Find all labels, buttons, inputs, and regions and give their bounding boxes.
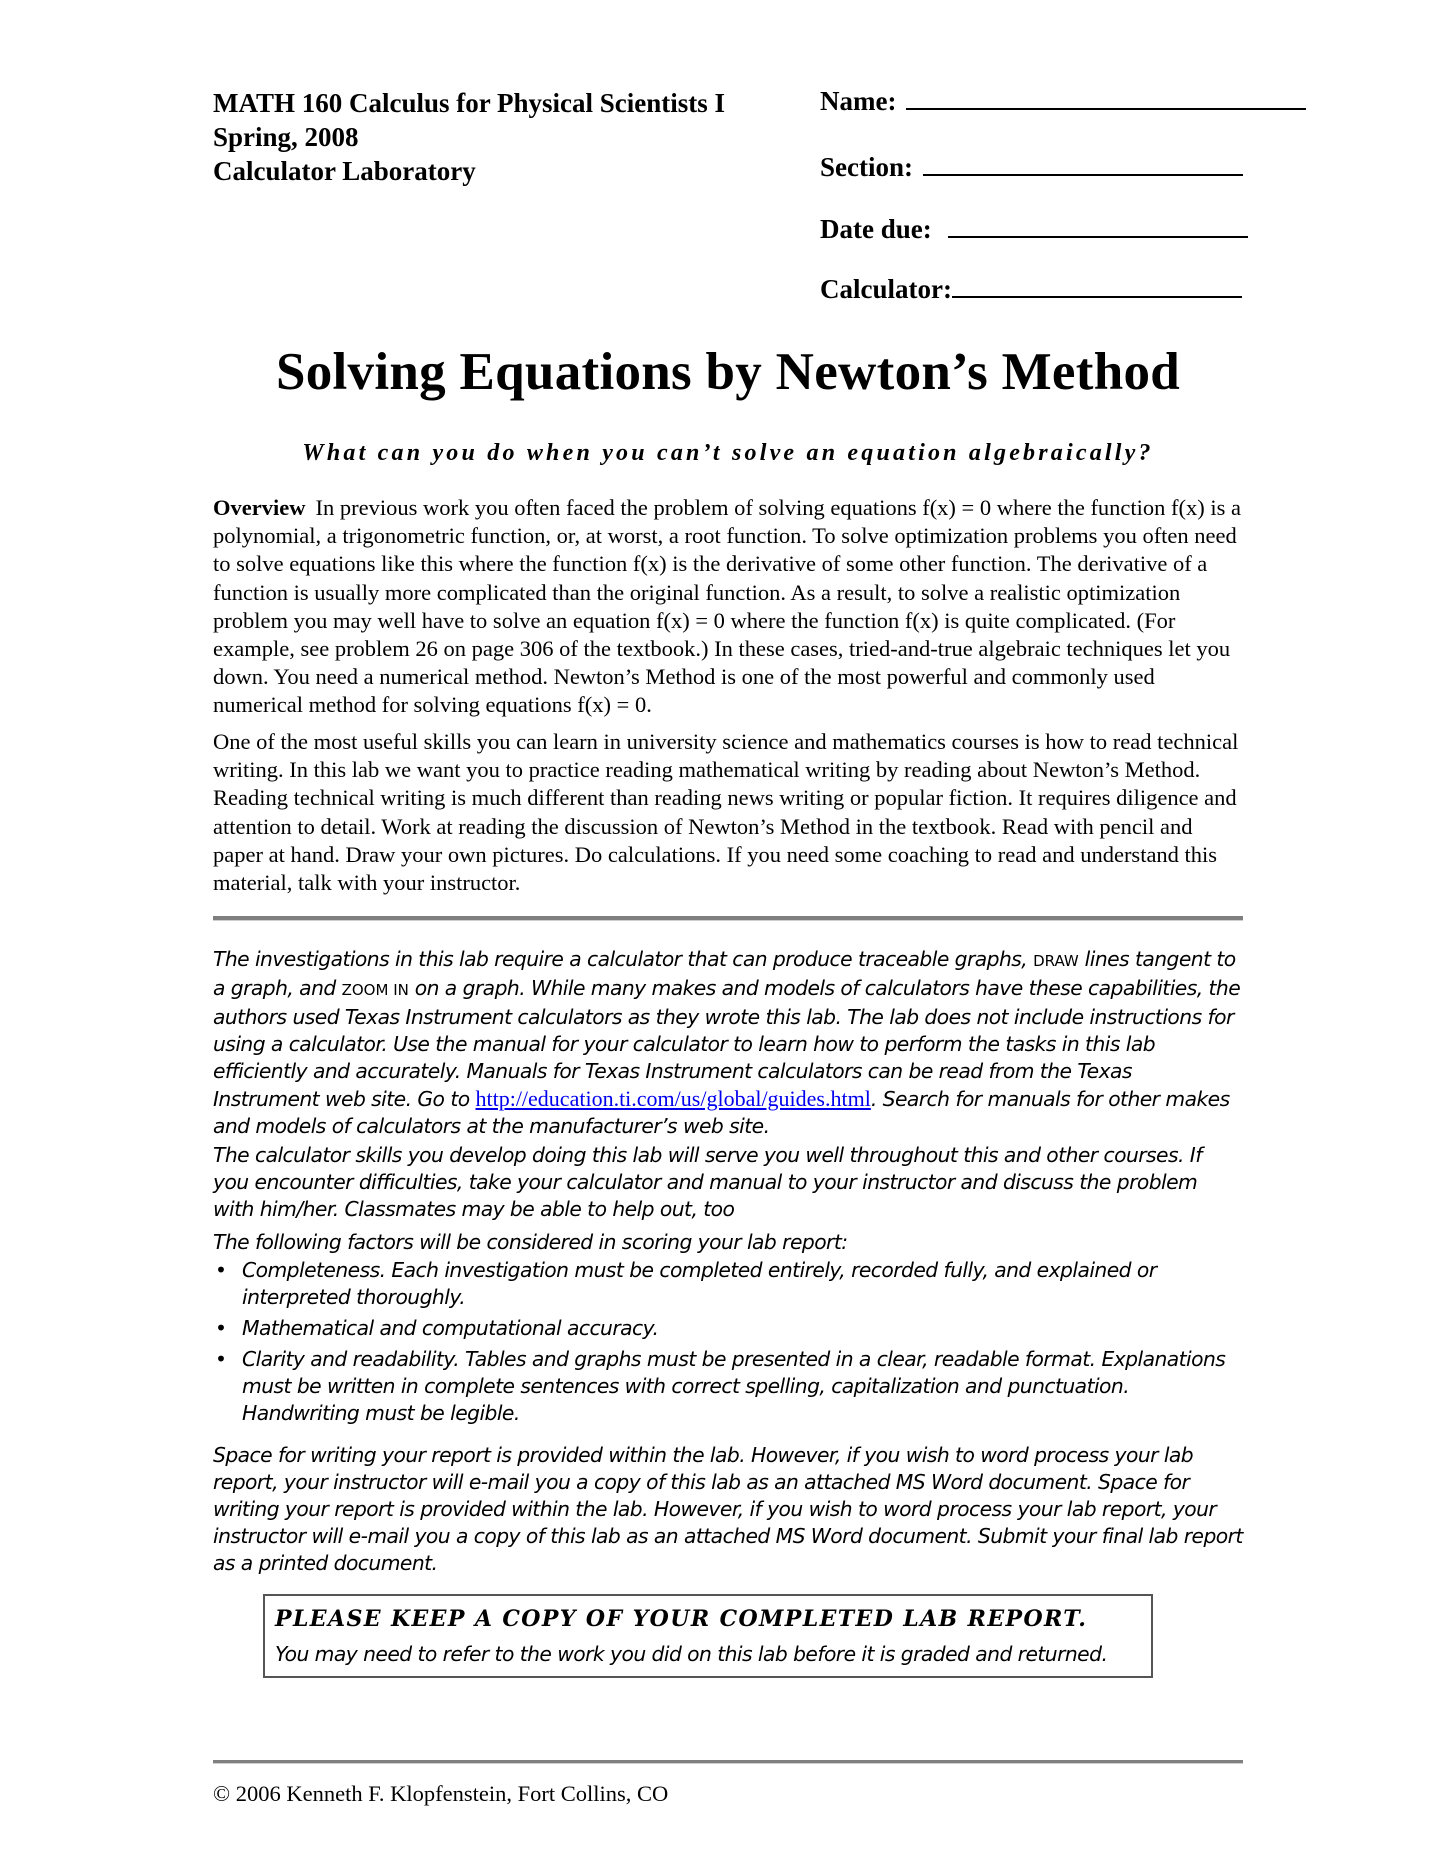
- page-subtitle: What can you do when you can’t solve an equation algebraically?: [302, 440, 1154, 466]
- draw-keyword: DRAW: [1033, 952, 1079, 970]
- copyright-text: © 2006 Kenneth F. Klopfenstein, Fort Collins, CO: [213, 1781, 669, 1806]
- date-due-field[interactable]: [820, 214, 1248, 245]
- list-item: • Clarity and readability. Tables and graphs must be presented in a clear, readable format. Explanations must be written in complete sentences with correct spelling, capitalization and punctuation. Handwriting must be legible.: [213, 1346, 1243, 1427]
- calculator-skills-paragraph: The calculator skills you develop doing this lab will serve you well throughout this and other courses. If you encounter difficulties, take your calculator and manual to your instructor and discuss the problem with him/her. Classmates may be able to help out, too: [213, 1143, 1202, 1221]
- notice-title: PLEASE KEEP A COPY OF YOUR COMPLETED LAB REPORT.: [275, 1606, 1088, 1632]
- notice-text: You may need to refer to the work you did on this lab before it is graded and returned.: [275, 1642, 1108, 1666]
- date-due-label: Date due:: [820, 214, 932, 244]
- requirements-text-4: . Search for manuals for other makes and models of calculators at the manufacturer’s web site.: [213, 1087, 1230, 1138]
- section-divider: [213, 916, 1243, 921]
- keep-copy-notice: [263, 1594, 1153, 1678]
- course-header: [213, 86, 773, 188]
- overview-lead: Overview: [213, 495, 306, 520]
- name-field[interactable]: [820, 86, 1306, 117]
- page-title: Solving Equations by Newton’s Method: [275, 343, 1181, 401]
- name-blank[interactable]: [906, 86, 1306, 110]
- calculator-requirements-paragraph: [213, 946, 1243, 1140]
- lab-type: Calculator Laboratory: [213, 156, 476, 186]
- date-due-blank[interactable]: [948, 214, 1248, 238]
- section-blank[interactable]: [923, 152, 1243, 176]
- course-title: MATH 160 Calculus for Physical Scientists I: [213, 88, 726, 118]
- requirements-text-1: The investigations in this lab require a calculator that can produce traceable graphs,: [213, 947, 1034, 971]
- requirements-text-3: on a graph. While many makes and models of calculators have these capabilities, the authors used Texas Instrument calculators as they wrote this lab. The lab does not include instructions for using a calculator. Use the manual for your calculator to learn how to perform the tasks in this lab efficiently and accurately. Manuals for Texas Instrument calculators can be read from the Texas Instrument web site. Go to: [213, 976, 1241, 1111]
- list-item: • Mathematical and computational accuracy.: [213, 1315, 1243, 1342]
- calculator-blank[interactable]: [952, 274, 1242, 298]
- overview-paragraph: [213, 494, 1243, 720]
- section-field[interactable]: [820, 152, 1243, 183]
- ti-guides-link[interactable]: http://education.ti.com/us/global/guides.html: [475, 1086, 871, 1111]
- requirements-text-2: lines tangent to a graph, and: [213, 947, 1236, 1000]
- name-label: Name:: [820, 86, 897, 116]
- scoring-intro: The following factors will be considered in scoring your lab report:: [213, 1230, 848, 1254]
- calculator-label: Calculator:: [820, 274, 952, 304]
- overview-text: In previous work you often faced the problem of solving equations f(x) = 0 where the function f(x) is a polynomial, a trigonometric function, or, at worst, a root function. To solve optimization problems you often need to solve equations like this where the function f(x) is the derivative of some other function. The derivative of a function is usually more complicated than the original function. As a result, to solve a realistic optimization problem you may well have to solve an equation f(x) = 0 where the function f(x) is quite complicated. (For example, see problem 26 on page 306 of the textbook.) In these cases, tried-and-true algebraic techniques let you down. You need a numerical method. Newton’s Method is one of the most powerful and commonly used numerical method for solving equations f(x) = 0.: [213, 495, 1242, 718]
- report-space-paragraph: Space for writing your report is provided within the lab. However, if you wish to word process your lab report, your instructor will e-mail you a copy of this lab as an attached MS Word document. Space for writing your report is provided within the lab. However, if you wish to word process your lab report, your instructor will e-mail you a copy of this lab as an attached MS Word document. Submit your final lab report as a printed document.: [213, 1443, 1243, 1575]
- calculator-field[interactable]: [820, 274, 1242, 305]
- scoring-criteria-list: [213, 1257, 1243, 1431]
- zoom-in-keyword: ZOOM IN: [341, 981, 409, 999]
- section-label: Section:: [820, 152, 913, 182]
- list-item: • Completeness. Each investigation must be completed entirely, recorded fully, and explained or interpreted thoroughly.: [213, 1257, 1243, 1311]
- course-term: Spring, 2008: [213, 122, 359, 152]
- reading-paragraph: One of the most useful skills you can learn in university science and mathematics courses is how to read technical writing. In this lab we want you to practice reading mathematical writing by reading about Newton’s Method. Reading technical writing is much different than reading news writing or popular fiction. It requires diligence and attention to detail. Work at reading the discussion of Newton’s Method in the textbook. Read with pencil and paper at hand. Draw your own pictures. Do calculations. If you need some coaching to read and understand this material, talk with your instructor.: [213, 729, 1239, 896]
- footer-divider: [213, 1760, 1243, 1764]
